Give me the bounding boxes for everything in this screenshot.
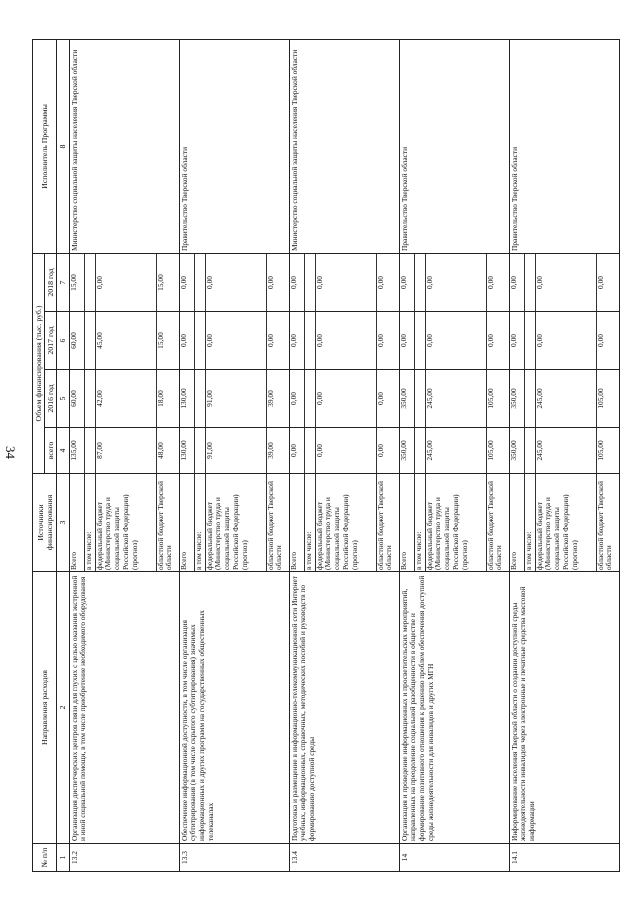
row-2018-line [415,254,426,311]
row-2018-line: 0,00 [426,254,487,311]
row-sources-line: областной бюджет Тверской области [155,481,174,570]
row-sources-line: в том числе: [195,474,206,571]
row-sources-line: федеральный бюджет (Министерство труда и социальной защиты Российской Федерации) (прогноз) [536,474,597,571]
row-sources-line: Всего [70,474,85,571]
row-2016-line: 350,00 [510,370,525,427]
row-2016-line: 0,00 [316,370,377,427]
row-2017 [289,312,399,370]
row-2018-line: 0,00 [290,254,305,311]
row-2016-line [85,370,96,427]
row-number: 13.2 [69,844,179,872]
row-sources-line: Всего [180,474,195,571]
row-number: 14.1 [509,844,619,872]
row-2018-line [195,254,206,311]
row-sources [69,474,179,572]
col-num: 5 [57,370,69,428]
row-2017-line: 0,00 [510,312,525,369]
row-2018 [399,254,509,312]
row-2017-line [525,312,536,369]
col-num: 7 [57,254,69,312]
funding-table [32,39,620,872]
row-2016-line: 130,00 [180,370,195,427]
row-direction: Информирование населения Тверской области о создании доступной среды жизнедеятельности инвалидов через электронные и печатные средства массовой информации [509,572,619,844]
row-total [179,428,289,474]
row-2017 [399,312,509,370]
row-2016 [179,370,289,428]
row-executor: Министерство социальной защиты населения Тверской области [69,40,179,254]
row-2017-line: 0,00 [206,312,267,369]
row-total-line: 91,00 [206,428,267,473]
header-total: всего [45,428,57,474]
row-total [509,428,619,474]
header-2018: 2018 год [45,254,57,312]
row-direction: Организация и проведение информационных и просветительских мероприятий, направленных на преодоление социальной разобщенности в обществе и формирование позитивного отношения к решению проблем обеспечения доступной среды жизнедеятельности для инвалидов и других МГН [399,572,509,844]
row-sources-line: федеральный бюджет (Министерство труда и социальной защиты Российской Федерации) (прогноз) [206,474,267,571]
row-total-line [85,428,96,473]
row-2018-line: 0,00 [536,254,597,311]
row-2017-line [85,312,96,369]
header-no: № п/п [33,844,57,872]
row-total-line: 130,00 [180,428,195,473]
row-2017-line: 0,00 [485,334,495,347]
row-2016-line: 91,00 [206,370,267,427]
row-2016-line [415,370,426,427]
row-2016-line: 245,00 [536,370,597,427]
row-2018-line [85,254,96,311]
table-row [289,40,399,872]
row-sources-line: федеральный бюджет (Министерство труда и социальной защиты Российской Федерации) (прогноз) [426,474,487,571]
row-2018 [179,254,289,312]
row-total-line: 245,00 [426,428,487,473]
row-total-line: 39,00 [265,442,275,459]
row-sources-line: Всего [400,474,415,571]
row-2016-line [305,370,316,427]
row-sources-line: федеральный бюджет (Министерство труда и социальной защиты Российской Федерации) (прогноз) [96,474,157,571]
row-2017 [69,312,179,370]
row-2017 [179,312,289,370]
row-2018-line: 0,00 [96,254,157,311]
row-2017-line: 0,00 [265,334,275,347]
row-2017-line: 0,00 [180,312,195,369]
row-2018-line [525,254,536,311]
col-num: 2 [57,572,69,844]
rotated-table-container [32,40,622,872]
row-total-line [195,428,206,473]
row-sources-line: областной бюджет Тверской области [485,481,504,570]
col-num: 4 [57,428,69,474]
row-number: 13.4 [289,844,399,872]
row-2018-line: 0,00 [316,254,377,311]
row-total-line: 87,00 [96,428,157,473]
column-number-row [57,40,69,872]
row-sources-line: областной бюджет Тверской области [375,481,394,570]
row-sources-line: областной бюджет Тверской области [265,481,284,570]
row-2018 [69,254,179,312]
col-num: 8 [57,40,69,254]
row-2018-line: 15,00 [70,254,85,311]
row-2016-line: 105,00 [595,388,605,409]
row-2016-line: 0,00 [375,392,385,405]
row-total-line [415,428,426,473]
row-2018-line: 0,00 [595,276,605,289]
row-total-line: 0,00 [316,428,377,473]
header-2016: 2016 год [45,370,57,428]
row-2018-line: 0,00 [400,254,415,311]
row-2016-line: 18,00 [155,390,165,407]
row-2016-line [195,370,206,427]
row-2017-line [195,312,206,369]
header-2017: 2017 год [45,312,57,370]
page-number: 34 [3,446,18,459]
table-row [179,40,289,872]
row-number: 13.3 [179,844,289,872]
col-num: 1 [57,844,69,872]
row-executor: Правительство Тверской области [509,40,619,254]
row-2016-line: 60,00 [70,370,85,427]
row-2017-line: 0,00 [595,334,605,347]
row-2016-line: 105,00 [485,388,495,409]
row-total [69,428,179,474]
row-executor: Правительство Тверской области [179,40,289,254]
row-2018-line: 15,00 [155,274,165,291]
col-num: 3 [57,474,69,572]
row-2017-line: 45,00 [96,312,157,369]
row-total-line: 350,00 [400,428,415,473]
row-2016-line [525,370,536,427]
row-2018-line: 0,00 [375,276,385,289]
row-total-line: 105,00 [485,440,495,461]
row-direction: Организация диспетчерских центров связи для глухих с целью оказания экстренной и иной социальной помощи, в том числе приобретение необходимого оборудования [69,572,179,844]
row-2017-line: 0,00 [316,312,377,369]
row-total-line: 350,00 [510,428,525,473]
header-sources: Источники финансирования [33,474,57,572]
row-2017-line: 0,00 [375,334,385,347]
header-volume: Объем финансирования (тыс. руб.) [33,254,45,474]
table-row [509,40,619,872]
row-2017-line: 0,00 [400,312,415,369]
table-row [399,40,509,872]
table-row [69,40,179,872]
row-direction: Подготовка и размещение в информационно-телекоммуникационной сети Интернет учебных, информационных, справочных, методических пособий и руководств по формированию доступной среды [289,572,399,844]
row-sources-line: федеральный бюджет (Министерство труда и социальной защиты Российской Федерации) (прогноз) [316,474,377,571]
row-2016 [399,370,509,428]
row-direction: Обеспечение информационной доступности, в том числе организация субтитрирования (в том числе скрытого субтитрирования) значимых информационных и других программ на государственных общественных телеканалах [179,572,289,844]
row-2016-line: 245,00 [426,370,487,427]
row-2018-line: 0,00 [206,254,267,311]
row-total-line: 0,00 [290,428,305,473]
row-2017-line: 0,00 [290,312,305,369]
header-executor: Исполнитель Программы [33,40,57,254]
row-2017-line [305,312,316,369]
row-sources [399,474,509,572]
row-2016-line: 39,00 [265,390,275,407]
row-total-line: 135,00 [70,428,85,473]
row-sources [179,474,289,572]
row-sources-line: областной бюджет Тверской области [595,481,614,570]
row-2016-line: 350,00 [400,370,415,427]
row-2017 [509,312,619,370]
table-body [69,40,619,872]
row-total-line [525,428,536,473]
row-total [289,428,399,474]
row-sources-line: Всего [290,474,305,571]
row-2018 [509,254,619,312]
row-2017-line: 0,00 [536,312,597,369]
row-2016 [289,370,399,428]
row-total-line: 48,00 [155,442,165,459]
row-2017-line: 15,00 [155,332,165,349]
row-total-line: 245,00 [536,428,597,473]
row-2018-line: 0,00 [510,254,525,311]
row-number: 14 [399,844,509,872]
row-2016 [509,370,619,428]
row-2018-line: 0,00 [180,254,195,311]
row-sources [509,474,619,572]
row-2016 [69,370,179,428]
row-total-line [305,428,316,473]
row-2018-line [305,254,316,311]
row-2017-line: 60,00 [70,312,85,369]
row-sources-line: Всего [510,474,525,571]
row-sources-line: в том числе: [85,474,96,571]
row-sources [289,474,399,572]
row-total-line: 105,00 [595,440,605,461]
row-2016-line: 0,00 [290,370,305,427]
header-direction: Направления расходов [33,572,57,844]
row-2017-line [415,312,426,369]
row-sources-line: в том числе: [415,474,426,571]
row-total [399,428,509,474]
row-executor: Правительство Тверской области [399,40,509,254]
row-2018-line: 0,00 [265,276,275,289]
row-2018-line: 0,00 [485,276,495,289]
col-num: 6 [57,312,69,370]
row-executor: Министерство социальной защиты населения Тверской области [289,40,399,254]
row-2016-line: 42,00 [96,370,157,427]
row-2018 [289,254,399,312]
row-sources-line: в том числе: [305,474,316,571]
row-2017-line: 0,00 [426,312,487,369]
row-total-line: 0,00 [375,444,385,457]
row-sources-line: в том числе: [525,474,536,571]
